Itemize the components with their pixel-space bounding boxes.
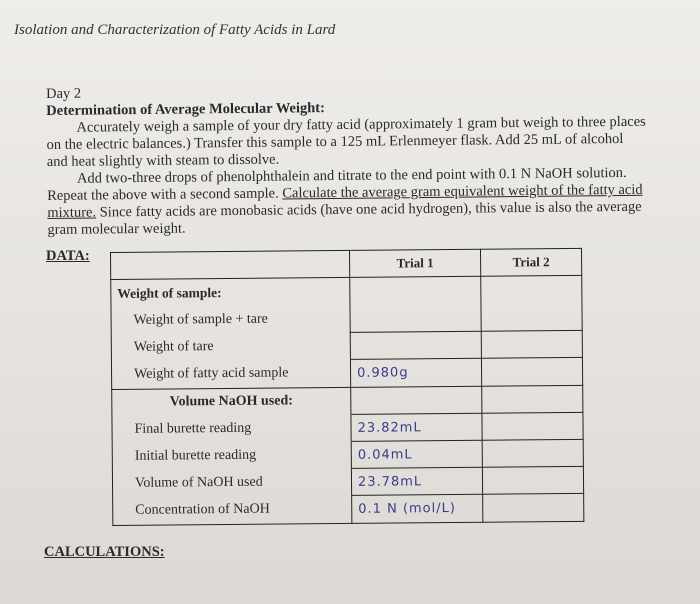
cell-trial-2[interactable] xyxy=(482,467,583,495)
volume-section-title: Volume NaOH used: xyxy=(112,387,351,417)
row-label: Weight of tare xyxy=(111,332,350,361)
table-row xyxy=(111,330,582,361)
cell-trial-2[interactable] xyxy=(482,385,583,414)
cell-trial-1[interactable]: 23.78mL xyxy=(351,467,482,495)
section-title: Determination of Average Molecular Weight: xyxy=(46,100,326,119)
cell-trial-2[interactable] xyxy=(482,440,583,468)
row-label: Volume of NaOH used xyxy=(112,469,351,498)
header-trial-2: Trial 2 xyxy=(480,248,581,276)
header-empty xyxy=(111,250,350,279)
instructions-paragraph-2 xyxy=(47,165,648,239)
calculations-label: CALCULATIONS: xyxy=(44,544,165,560)
data-label: DATA: xyxy=(46,248,90,264)
cell-trial-2[interactable] xyxy=(482,413,583,441)
paragraph-2-text-a: Add two-three drops of phenolphthalein and titrate to the end point with 0.1 N NaOH solution. Repeat the above with a second sample. xyxy=(47,164,627,204)
cell-trial-1[interactable]: 0.04mL xyxy=(351,441,482,469)
paragraph-2-text-b: Since fatty acids are monobasic acids (have one acid hydrogen), this value is also the average gram molecular weight. xyxy=(47,198,642,238)
header-trial-1: Trial 1 xyxy=(349,249,480,277)
table-header-row xyxy=(111,248,582,279)
row-label: Weight of fatty acid sample xyxy=(111,359,350,389)
table-row xyxy=(112,413,583,444)
instructions-block xyxy=(46,80,648,239)
cell-trial-1[interactable] xyxy=(350,331,481,359)
weight-section-title: Weight of sample: xyxy=(111,277,350,307)
cell-trial-1[interactable]: 23.82mL xyxy=(351,414,482,442)
table-row xyxy=(112,385,583,417)
table-row xyxy=(111,357,582,389)
day-label: Day 2 xyxy=(46,85,82,102)
data-table xyxy=(110,248,584,526)
document-header: Isolation and Characterization of Fatty Acids in Lard xyxy=(14,22,336,38)
row-label: Concentration of NaOH xyxy=(113,496,352,526)
data-table-wrapper xyxy=(110,248,584,526)
row-label: Weight of sample + tare xyxy=(111,305,350,334)
table-row xyxy=(113,494,584,526)
cell-trial-1[interactable]: 0.980g xyxy=(350,358,481,387)
row-label: Initial burette reading xyxy=(112,442,351,471)
cell-trial-2[interactable] xyxy=(483,494,584,523)
instructions-paragraph-1: Accurately weigh a sample of your dry fatty acid (approximately 1 gram but weigh to three places on the electric balances.) Transfer this sample to a 125 mL Erlenmeyer flask. Add 25 mL of alcohol and heat slightly with steam to dissolve. xyxy=(46,113,646,170)
cell-trial-1[interactable] xyxy=(351,386,482,415)
table-row xyxy=(111,275,582,307)
paragraph-2-underlined: Calculate the average gram equivalent weight of the fatty acid mixture. xyxy=(47,181,643,221)
table-row xyxy=(112,467,583,498)
cell-trial-1[interactable]: 0.1 N (mol/L) xyxy=(352,494,483,523)
cell-trial-1[interactable] xyxy=(350,276,481,332)
cell-trial-2[interactable] xyxy=(481,330,582,358)
row-label: Final burette reading xyxy=(112,415,351,444)
cell-trial-2[interactable] xyxy=(481,275,582,331)
cell-trial-2[interactable] xyxy=(481,357,582,386)
table-row xyxy=(112,440,583,471)
